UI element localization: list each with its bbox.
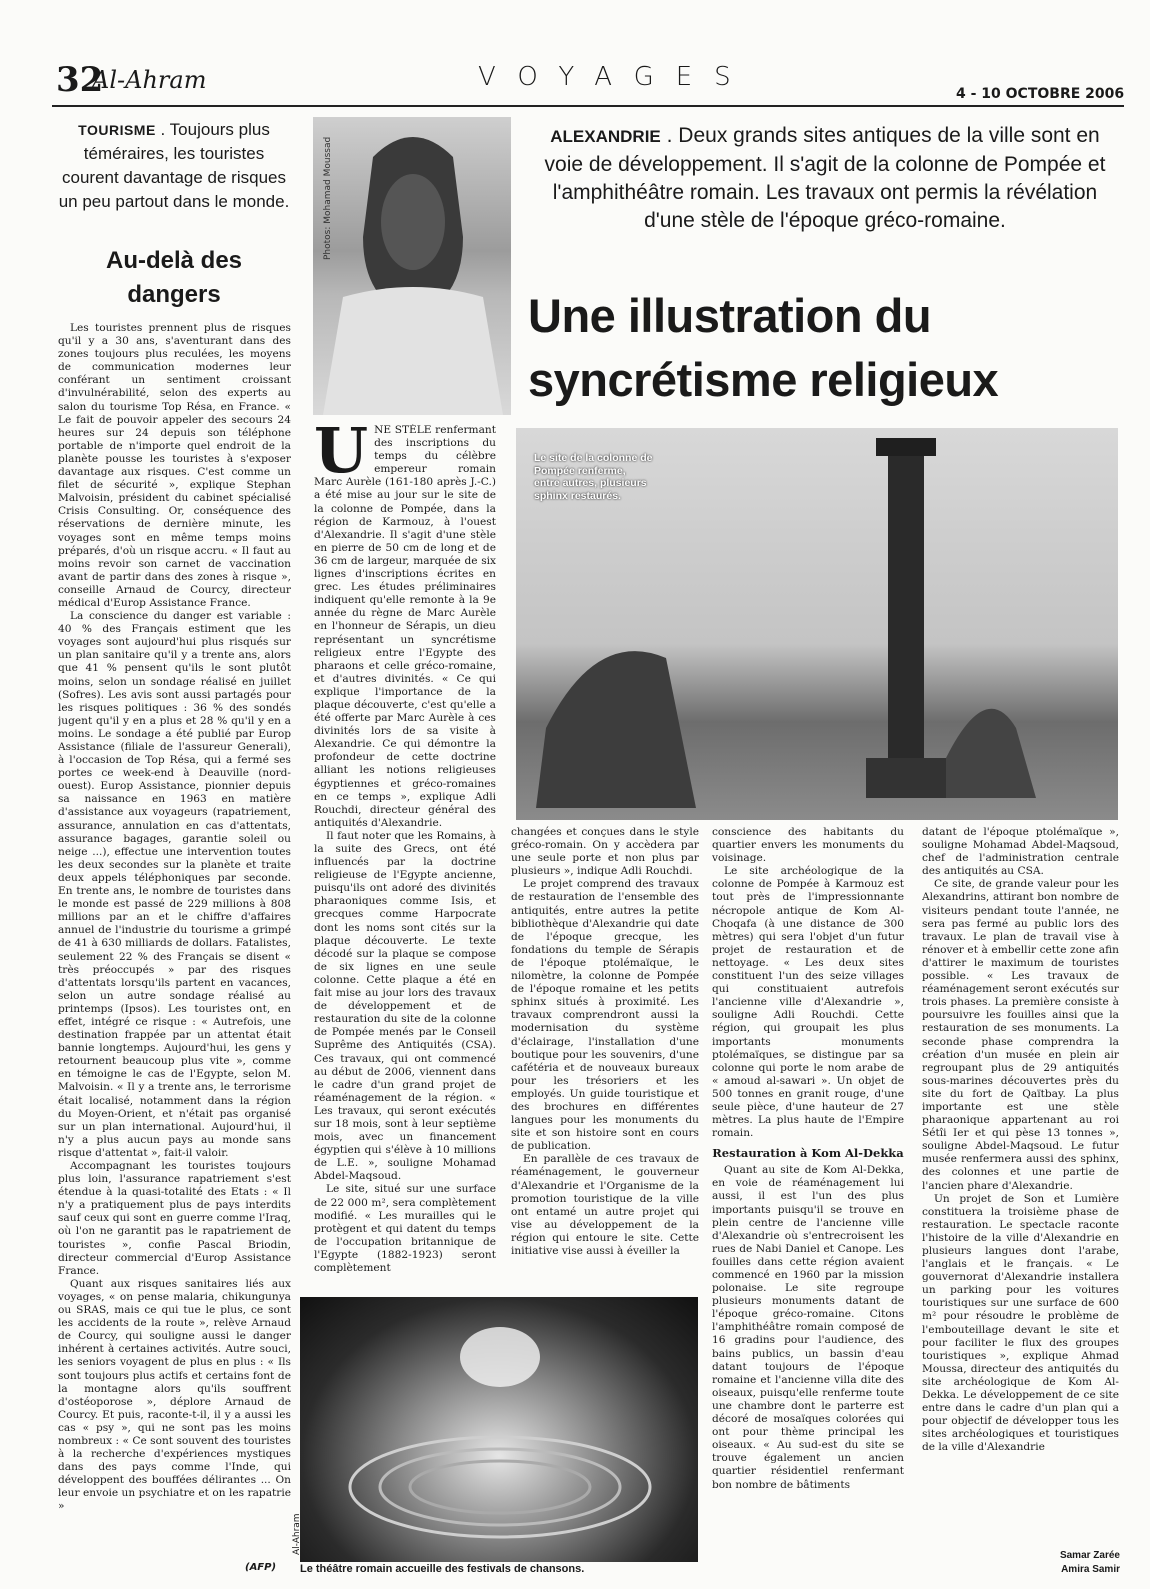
main-teaser: ALEXANDRIE . Deux grands sites antiques de la ville sont en voie de développement. Il s'agit de la colonne de Pompée et l'amphithéâtre romain. Les travaux ont permis la révélation d'une stèle de l'époque gréco-romaine.	[544, 124, 1106, 232]
theatre-photo-caption: Le théâtre romain accueille des festivals de chansons.	[300, 1563, 585, 1575]
sidebar-paragraph: Les touristes prennent plus de risques qu'il y a 30 ans, s'aventurant dans des zones toujours plus reculées, les moyens de communication modernes leur conférant un sentiment croissant d'invulnérabilité, selon des experts au salon du tourisme Top Résa, en France. « Le fait de pouvoir appeler des secours 24 heures sur 24 depuis son téléphone portable de n'importe quel endroit de la planète pousse les touristes à s'exposer davantage aux risques. C'est comme un filet de sécurité », explique Stephan Malvoisin, président du cabinet spécialisé Crisis Consulting. Or, conséquence des réservations de dernière minute, les voyages sont en même temps moins préparés, d'où un risque accru. « Il faut au moins revoir son carnet de vaccination avant de partir dans des zones à risque », conseille Arnaud de Courcy, directeur médical d'Europ Assistance France.	[58, 322, 291, 609]
sidebar-paragraph: Quant aux risques sanitaires liés aux voyages, « on pense malaria, chikungunya ou SRAS, mais ce qui tue le plus, ce sont les accidents de la route », relève Arnaud de Courcy, qui souligne aussi le danger inhérent à certaines activités. Autre souci, les seniors voyagent de plus en plus : « Ils sont toujours plus actifs et certains font de la montagne alors qu'ils souffrent d'ostéoporose », déplore Arnaud de Courcy. Et puis, raconte-t-il, il y a aussi les cas « psy », qui ne sont pas les moins nombreux : « Ce sont souvent des touristes à la recherche d'expériences mystiques dans des pays comme l'Inde, qui développent des bouffées délirantes ... On leur envoie un psychiatre et on les rapatrie »	[58, 1277, 291, 1513]
article-paragraph: Le projet comprend des travaux de restauration de l'ensemble des antiquités, entre autres la petite bibliothèque d'Alexandrie qui date de l'époque grecque, les fondations du temple de Sérapis de l'époque ptolémaïque, le nilomètre, la colonne de Pompée de l'époque romaine et les petits sphinx situés à proximité. Les travaux comprendront aussi la modernisation du système d'éclairage, l'installation d'une boutique pour les souvenirs, d'une cafétéria et de nouveaux bureaux pour les trésoriers et les employés. Un guide touristique et des brochures en différentes langues pour les monuments du site et son histoire sont en cours de publication.	[511, 878, 699, 1153]
article-paragraph: Un projet de Son et Lumière constituera la troisième phase de restauration. Le spectacle raconte l'histoire de la ville d'Alexandrie en plusieurs langues dont l'arabe, l'anglais et le français. « Le gouvernorat d'Alexandrie installera un parking pour les voitures touristiques sur une surface de 600 m² pour résoudre le problème de l'embouteillage devant le site et pour faciliter le flux des groupes touristiques », explique Ahmad Moussa, directeur des antiquités du site archéologique de Kom Al-Dekka. Le développement de ce site entre dans le cadre d'un plan qui a pour objectif de développer tous les sites archéologiques et touristiques de la ville d'Alexandrie	[922, 1192, 1119, 1454]
article-paragraph: conscience des habitants du quartier envers les monuments du voisinage.	[712, 826, 904, 865]
article-paragraph: datant de l'époque ptolémaïque », souligne Mohamad Abdel-Maqsoud, chef de l'administration centrale des antiquités au CSA.	[922, 826, 1119, 878]
article-column-2	[314, 424, 496, 1294]
page-number: 32	[56, 60, 104, 100]
main-headline: Une illustration du syncrétisme religieux	[528, 289, 999, 406]
article-column-3	[511, 826, 699, 1292]
byline-2: Amira Samir	[1061, 1564, 1120, 1575]
roman-theatre-photo	[300, 1297, 698, 1562]
article-paragraph: Ce site, de grande valeur pour les Alexandrins, attirant bon nombre de visiteurs pendant toute l'année, ne sera pas fermé au public lors des travaux. Le plan de travail vise à rénover et à embellir cette zone afin d'attirer le maximum de touristes possible. « Les travaux de réaménagement seront exécutés sur trois phases. La première consiste à poursuivre les fouilles ainsi que la restauration de ses monuments. La seconde phase comprendra la création d'un musée en plein air regroupant plus de 29 antiquités sous-marines découvertes près du site du fort de Qaïtbay. La plus importante est une stèle pharaonique appartenant au roi Sétîi Ier et qui pèse 13 tonnes », souligne Abdel-Maqsoud. Le futur musée renfermera aussi des sphinx, des colonnes et une partie de l'ancien phare d'Alexandrie.	[922, 878, 1119, 1192]
roman-theatre-illustration	[300, 1297, 698, 1562]
drop-cap: U	[314, 424, 369, 487]
header-rule	[52, 105, 1124, 107]
main-teaser-text: Deux grands sites antiques de la ville sont en voie de développement. Il s'agit de la colonne de Pompée et l'amphithéâtre romain. Les travaux ont permis la révélation d'une stèle de l'époque gréco-romaine.	[544, 124, 1106, 232]
article-column-5	[922, 826, 1119, 1538]
article-paragraph: Le site archéologique de la colonne de Pompée à Karmouz est tout près de l'impressionnante nécropole antique de Kom Al-Choqafa (à une distance de 300 mètres) qui sera l'objet d'un futur projet de restauration et de nettoyage. « Les deux sites constituent l'un des seize villages qui constituaient autrefois l'ancienne ville d'Alexandrie », souligne Adli Rouchdi. Cette région, qui groupait les plus importants monuments ptolémaïques, se distingue par sa colonne qui porte le nom arabe de « amoud al-sawari ». Un objet de 500 tonnes en granit rouge, d'une seule pièce, d'une hauteur de 27 mètres. La plus haute de l'Empire romain.	[712, 865, 904, 1140]
article-paragraph: changées et conçues dans le style gréco-romain. On y accèdera par une seule porte et non plus par plusieurs », indique Adli Rouchdi.	[511, 826, 699, 878]
article-paragraph: En parallèle de ces travaux de réaménagement, le gouverneur d'Alexandrie et l'Organisme de la promotion touristique de la ville ont entamé un autre projet qui vise au développement de la région qui entoure le site. Cette initiative vise aussi à éveiller la	[511, 1153, 699, 1257]
pharaoh-bust-illustration	[313, 117, 511, 415]
section-title: VOYAGES	[478, 62, 753, 92]
article-paragraph: Quant au site de Kom Al-Dekka, en voie de réaménagement lui aussi, il est l'un des plus importants puisqu'il se trouve en plein centre de l'ancienne ville d'Alexandrie où s'entrecroisent les rues de Nabi Daniel et Canope. Les fouilles dans cette région avaient commencé en 1960 par la mission polonaise. Le site regroupe plusieurs monuments datant de l'époque gréco-romaine. Citons l'amphithéâtre romain composé de 16 gradins pour l'audience, des bains publics, un bassin d'eau datant toujours de l'époque romaine et l'ancienne villa dite des oiseaux, puisqu'elle renferme toute une chambre dont le parterre est décoré de mosaïques colorées qui ont pour thème principal les oiseaux. « Au sud-est du site se trouve également un ancien quartier résidentiel renfermant bon nombre de bâtiments	[712, 1164, 904, 1491]
sidebar-teaser-text: Toujours plus téméraires, les touristes courent davantage de risques un peu partout dans le monde.	[58, 120, 290, 211]
pharaoh-bust-photo	[313, 117, 511, 415]
issue-date: 4 - 10 OCTOBRE 2006	[956, 86, 1125, 102]
pillar-photo-caption: Le site de la colonne de Pompée renferme, entre autres, plusieurs sphinx restaurés.	[534, 452, 653, 502]
sidebar-source: (AFP)	[245, 1562, 277, 1573]
newspaper-name: Al-Ahram	[92, 66, 207, 94]
sidebar-kicker: TOURISME	[78, 122, 156, 138]
main-kicker: ALEXANDRIE	[550, 127, 661, 146]
photo-credit: Photos: Mohamad Moussad	[323, 136, 333, 260]
article-paragraph: Le site, situé sur une surface de 22 000 m², sera complètement modifié. « Les murailles qui le protègent et qui datent du temps de l'occupation britannique de l'Egypte (1882-1923) seront complètement	[314, 1183, 496, 1274]
sidebar-teaser: TOURISME . Toujours plus téméraires, les touristes courent davantage de risques un peu partout dans le monde.	[58, 120, 290, 211]
sidebar-headline: Au-delà des dangers	[105, 247, 243, 308]
sidebar-body	[58, 322, 291, 1552]
sidebar-paragraph: Accompagnant les touristes toujours plus loin, l'assurance rapatriement s'est étendue à la quasi-totalité des Etats : « Il n'y a pratiquement plus de pays interdits sauf ceux qui sont en guerre comme l'Iraq, où l'on ne garantit pas le rapatriement de touristes », confie Pascal Briodin, directeur commercial d'Europ Assistance France.	[58, 1160, 291, 1277]
byline-1: Samar Zarée	[1059, 1550, 1120, 1561]
theatre-photo-credit: Al-Ahram	[292, 1513, 302, 1555]
sidebar-paragraph: La conscience du danger est variable : 40 % des Français estiment que les voyages sont aujourd'hui plus risqués sur un plan sanitaire qu'il y a trente ans, alors que 41 % pensent qu'ils le sont plutôt moins, selon un sondage réalisé en juillet (Sofres). Les avis sont aussi partagés pour les risques politiques : 36 % des sondés jugent qu'il y en a plus et 28 % qu'il y en a moins. Le sondage a été publié par Europ Assistance (filiale de l'assureur Generali), à l'occasion de Top Résa, qui a fermé ses portes ce week-end à Deauville (nord-ouest). Europ Assistance, pionnier depuis sa naissance en 1963 en matière d'assistance aux voyageurs (rapatriement, assurance, annulation en cas d'attentats, assurance bagages, garantie soleil ou neige ...), effectue une intervention toutes les deux secondes sur la planète et traite deux appels téléphoniques par seconde. En trente ans, le nombre de touristes dans le monde est passé de 229 millions à 808 millions par an et le chiffre d'affaires annuel de l'industrie du tourisme a grimpé de 41 à 630 milliards de dollars. Fatalistes, seulement 22 % des Français se disent « très préoccupés » par des risques d'attentats lorsqu'ils partent en vacances, selon un autre sondage réalisé au printemps (Ipsos). Les touristes ont, en effet, intégré ce risque : « Autrefois, une destination frappée par un attentat était bannie longtemps. Aujourd'hui, les gens y retournent beaucoup plus vite », comme en témoigne le cas de l'Egypte, selon M. Malvoisin. « Il y a trente ans, le terrorisme était localisé, notamment dans la région du Moyen-Orient, et n'était pas organisé sur un plan international. Aujourd'hui, il n'y a plus aucun pays au monde sans risque d'attentat », fait-il valoir.	[58, 610, 291, 1159]
article-subhead: Restauration à Kom Al-Dekka	[712, 1146, 904, 1161]
article-paragraph: Il faut noter que les Romains, à la suite des Grecs, ont été influencés par la doctrine religieuse de l'Egypte ancienne, puisqu'ils ont adoré des divinités pharaoniques comme Isis, et grecques comme Harpocrate dont les noms sont cités sur la plaque découverte. Le texte décodé sur la plaque se compose de six lignes en une seule colonne. Cette plaque a été en fait mise au jour lors des travaux de développement et de restauration du site de la colonne de Pompée menés par le Conseil Suprême des Antiquités (CSA). Ces travaux, qui ont commencé au début de 2006, viennent dans le cadre d'un grand projet de réaménagement de la région. « Les travaux, qui seront exécutés sur 18 mois, sont à leur septième mois, avec un financement égyptien qui s'élève à 10 millions de L.E. », souligne Mohamad Abdel-Maqsoud.	[314, 829, 496, 1183]
article-paragraph: NE STÈLE renfermant des inscriptions du temps du célèbre empereur romain Marc Aurèle (161-180 après J.-C.) a été mise au jour sur le site de la colonne de Pompée, dans la région de Karmouz, à l'ouest d'Alexandrie. Il s'agit d'une stèle en pierre de 50 cm de long et de 36 cm de largeur, marquée de six lignes d'inscriptions écrites en grec. Les études préliminaires indiquent qu'elle remonte à la 9e année du règne de Marc Aurèle en l'honneur de Sérapis, un dieu représentant un syncrétisme religieux entre l'Egypte des pharaons et celle gréco-romaine, et d'autres divinités. « Ce qui explique l'importance de la plaque découverte, c'est qu'elle a été offerte par Marc Aurèle à ces divinités lors de sa visite à Alexandrie. Ce qui démontre la profondeur de cette doctrine alliant les notions religieuses égyptiennes et gréco-romaines en ce temps », explique Adli Rouchdi, directeur général des antiquités d'Alexandrie.	[314, 424, 496, 829]
article-column-4	[712, 826, 904, 1576]
